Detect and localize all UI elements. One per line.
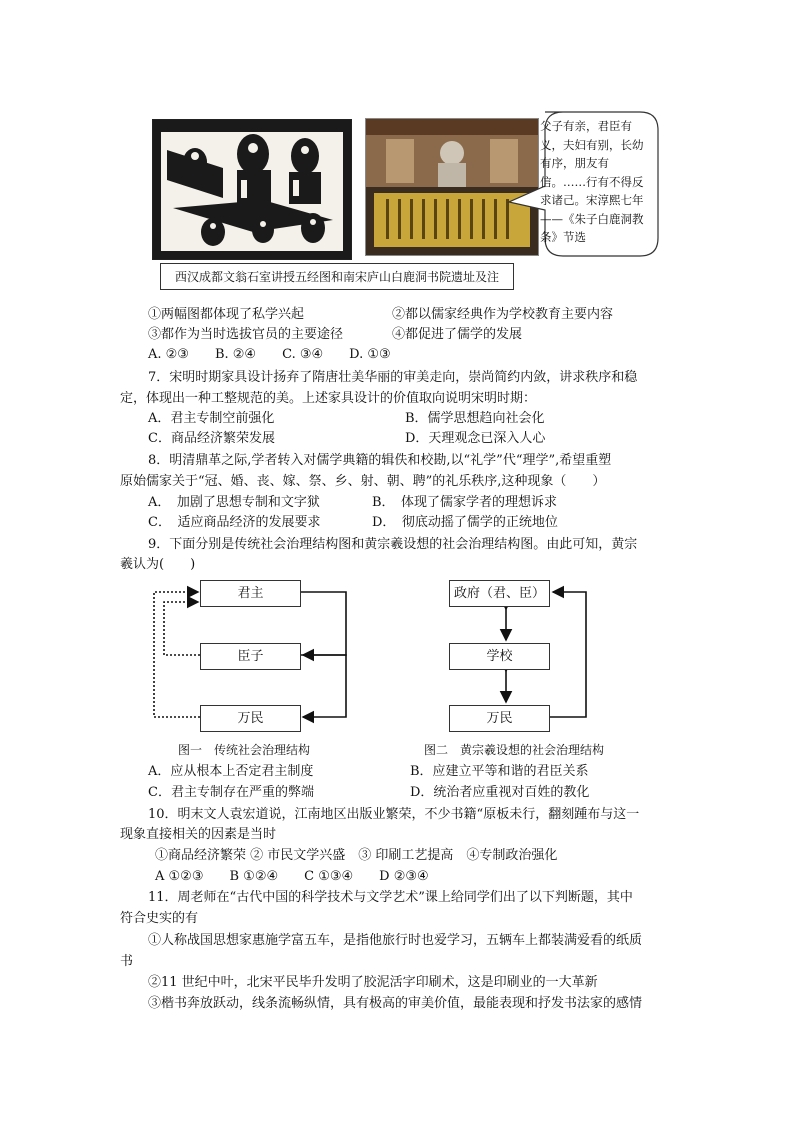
diagram2-caption: 图二 黄宗羲设想的社会治理结构 — [424, 743, 605, 757]
q11-statement-3: ③楷书奔放跃动，线条流畅纵情，具有极高的审美价值，最能表现和抒发书法家的感情 — [148, 996, 643, 1011]
q10-stem-line1: 10．明末文人袁宏道说，江南地区出版业繁荣，不少书籍“原板未行，翻刻踵布与这一 — [148, 807, 640, 822]
box-minister: 臣子 — [200, 643, 301, 670]
stone-carving-image — [152, 119, 352, 260]
q7-stem-line1: 7．宋明时期家具设计扬弃了隋唐壮美华丽的审美走向，崇尚简约内敛，讲求秩序和稳 — [148, 370, 638, 385]
q9-stem-line2: 羲认为( ) — [120, 557, 196, 572]
arrow-minister-to-people — [301, 655, 346, 717]
arrow-ruler-to-minister — [301, 592, 346, 655]
q11-statement-1: ①人称战国思想家惠施学富五车，是指他旅行时也爱学习，五辆车上都装满爱看的纸质 — [148, 933, 643, 948]
q6-option-1: ①两幅图都体现了私学兴起 — [148, 307, 305, 322]
figure-caption — [160, 263, 514, 290]
q6-option-2: ②都以儒家经典作为学校教育主要内容 — [392, 307, 614, 322]
box-government: 政府（君、臣） — [449, 580, 550, 607]
box-ruler: 君主 — [200, 580, 301, 607]
q10-choices: A ①②③ B ①②④ C ①③④ D ②③④ — [155, 869, 429, 884]
q8-choice-d: D． 彻底动摇了儒学的正统地位 — [372, 515, 558, 530]
q9-choice-b: B．应建立平等和谐的君臣关系 — [410, 764, 589, 779]
box-people-right: 万民 — [449, 705, 550, 732]
q11-stem-line1: 11．周老师在“古代中国的科学技术与文学艺术”课上给同学们出了以下判断题，其中 — [148, 890, 633, 905]
q11-statement-2: ②11 世纪中叶，北宋平民毕升发明了胶泥活字印刷术，这是印刷业的一大革新 — [148, 975, 598, 990]
figure-caption-text: 西汉成都文翁石室讲授五经图和南宋庐山白鹿洞书院遗址及注 — [174, 270, 499, 284]
q9-choice-d: D．统治者应重视对百姓的教化 — [410, 785, 590, 800]
q6-option-3: ③都作为当时选拔官员的主要途径 — [148, 327, 344, 342]
q7-choice-b: B．儒学思想趋向社会化 — [405, 411, 545, 426]
q10-stem-line2: 现象直接相关的因素是当时 — [120, 827, 277, 842]
q11-stem-line2: 符合史实的有 — [120, 911, 199, 926]
q7-choice-c: C．商品经济繁荣发展 — [148, 431, 275, 446]
q7-choice-d: D．天理观念已深入人心 — [405, 431, 546, 446]
q6-choices: A. ②③ B. ②④ C. ③④ D. ①③ — [148, 347, 391, 362]
q9-stem-line1: 9．下面分别是传统社会治理结构图和黄宗羲设想的社会治理结构图。由此可知，黄宗 — [148, 537, 638, 552]
q6-option-4: ④都促进了儒学的发展 — [392, 327, 523, 342]
q8-choice-c: C． 适应商品经济的发展要求 — [148, 515, 321, 530]
diagram1-caption: 图一 传统社会治理结构 — [178, 743, 311, 757]
q7-choice-a: A．君主专制空前强化 — [148, 411, 275, 426]
dotted-arrow-minister-to-ruler — [164, 602, 200, 655]
q8-stem-line2: 原始儒家关于“冠、婚、丧、嫁、祭、乡、射、朝、聘”的礼乐秩序,这种现象（ ） — [120, 474, 606, 489]
q10-options: ①商品经济繁荣 ② 市民文学兴盛 ③ 印刷工艺提高 ④专制政治强化 — [155, 848, 558, 863]
dotted-arrow-people-to-ruler — [154, 592, 200, 717]
q8-choice-a: A． 加剧了思想专制和文字狱 — [148, 495, 320, 510]
q9-choice-a: A．应从根本上否定君主制度 — [148, 764, 314, 779]
box-school: 学校 — [449, 643, 550, 670]
bubble-quote: 父子有亲，君臣有义，夫妇有别，长幼有序，朋友有信。……行有不得反求诸己。宋淳熙七年——《朱子白鹿洞教条》节选 — [540, 119, 644, 244]
q11-statement-1-cont: 书 — [120, 954, 134, 969]
q8-choice-b: B． 体现了儒家学者的理想诉求 — [372, 495, 558, 510]
q8-stem-line1: 8．明清鼎革之际,学者转入对儒学典籍的辑佚和校勘,以“礼学”代“理学”,希望重塑 — [148, 453, 612, 468]
arrow-people-to-government — [550, 592, 586, 717]
q9-choice-c: C．君主专制存在严重的弊端 — [148, 785, 314, 800]
q7-stem-line2: 定，体现出一种工整规范的美。上述家具设计的价值取向说明宋明时期： — [120, 391, 537, 406]
box-people-left: 万民 — [200, 705, 301, 732]
